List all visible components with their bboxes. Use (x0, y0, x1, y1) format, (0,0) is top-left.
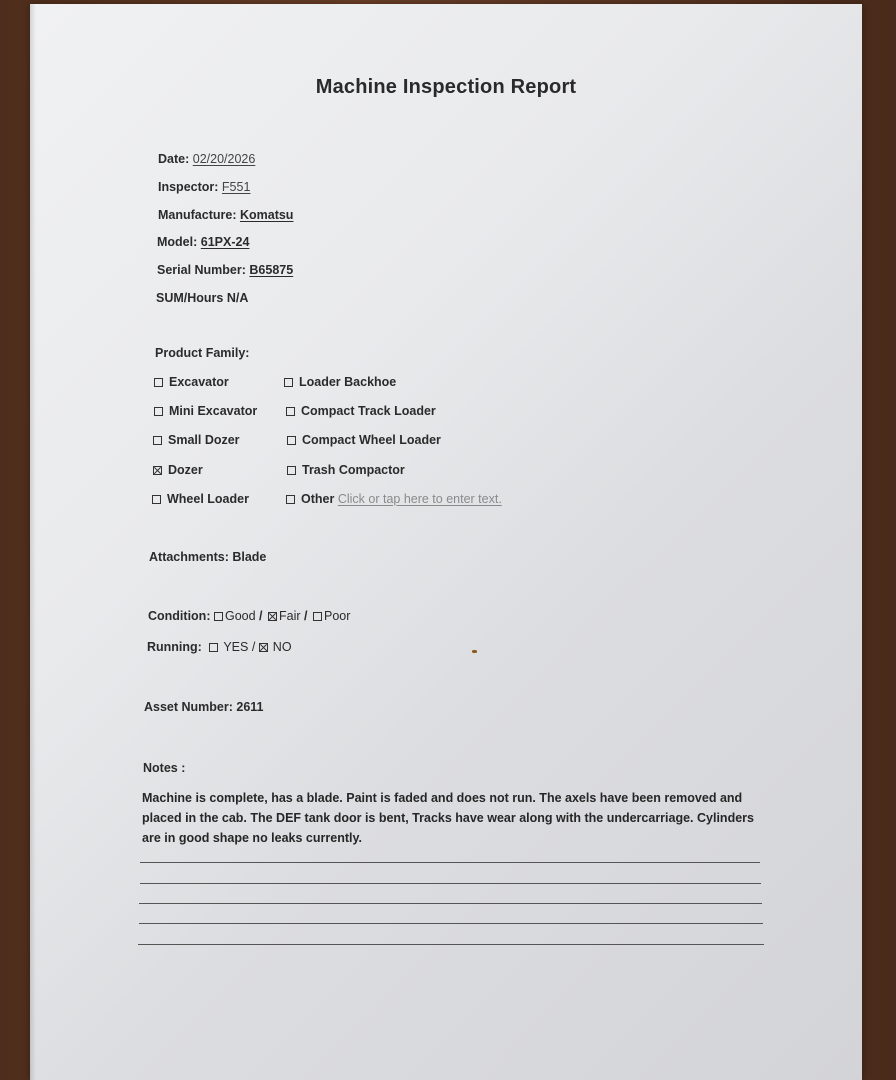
product-family-label: Product Family: (155, 346, 250, 360)
separator: / (304, 609, 308, 623)
checkbox-label: Other (301, 492, 335, 506)
condition-label: Condition: (148, 609, 211, 623)
checkbox-label: Loader Backhoe (299, 375, 397, 389)
running-yes-checkbox[interactable] (209, 643, 218, 652)
checkbox-label: Excavator (169, 375, 229, 389)
running-no-checkbox[interactable] (259, 643, 268, 652)
report-page (30, 4, 862, 1080)
model-field (157, 235, 249, 249)
checkbox-label: Dozer (168, 463, 203, 477)
condition-poor-checkbox[interactable] (313, 612, 322, 621)
inspector-value[interactable]: F551 (221, 180, 251, 194)
manufacture-value[interactable]: Komatsu (239, 208, 294, 222)
checked-box-icon (153, 466, 162, 475)
checkbox-icon (284, 378, 293, 387)
serial-field (157, 263, 293, 277)
notes-line (139, 903, 762, 904)
checkbox-label: Mini Excavator (169, 404, 258, 418)
checkbox-icon (154, 407, 163, 416)
checkbox-label: Small Dozer (168, 433, 240, 447)
notes-text[interactable]: Machine is complete, has a blade. Paint is faded and does not run. The axels have been removed and placed in the cab. The DEF tank door is bent, Tracks have wear along with the undercarriage. Cylinders are in good shape no leaks currently. (142, 791, 754, 845)
checkbox-label: Compact Track Loader (301, 404, 436, 418)
checkbox-trash-compactor[interactable] (287, 463, 405, 477)
checkbox-icon (286, 407, 295, 416)
manufacture-label: Manufacture: (158, 208, 237, 222)
serial-value[interactable]: B65875 (249, 263, 294, 277)
checkbox-icon (153, 436, 162, 445)
model-value[interactable]: 61PX-24 (200, 235, 250, 249)
checkbox-loader-backhoe[interactable] (284, 375, 396, 389)
condition-poor-label: Poor (324, 609, 351, 623)
model-label: Model: (157, 235, 198, 249)
checkbox-dozer[interactable] (153, 463, 203, 477)
notes-line (138, 944, 764, 945)
notes-line (140, 862, 760, 863)
manufacture-field (158, 208, 293, 222)
checkbox-icon (286, 495, 295, 504)
condition-good-label: Good (224, 609, 256, 623)
date-field (158, 152, 255, 166)
checkbox-icon (287, 436, 296, 445)
condition-field (148, 609, 350, 623)
date-label: Date: (158, 152, 190, 166)
condition-fair-checkbox[interactable] (268, 612, 277, 621)
checkbox-compact-wheel-loader[interactable] (287, 433, 441, 447)
attachments-field: Attachments: Blade (149, 550, 267, 564)
checkbox-compact-track-loader[interactable] (286, 404, 436, 418)
inspector-label: Inspector: (158, 180, 219, 194)
notes-label: Notes : (143, 761, 186, 775)
checkbox-mini-excavator[interactable] (154, 404, 257, 418)
checkbox-icon (154, 378, 163, 387)
checkbox-excavator[interactable] (154, 375, 229, 389)
notes-line (139, 923, 763, 924)
checkbox-icon (152, 495, 161, 504)
checkbox-label: Compact Wheel Loader (302, 433, 441, 447)
date-value[interactable]: 02/20/2026 (192, 152, 256, 166)
separator: / (251, 640, 256, 654)
notes-line (140, 883, 761, 884)
checkbox-label: Trash Compactor (302, 463, 405, 477)
running-field (147, 640, 292, 654)
other-text-input[interactable]: Click or tap here to enter text. (337, 492, 502, 506)
inspector-field (158, 180, 250, 194)
running-no-label: NO (272, 640, 292, 654)
checkbox-small-dozer[interactable] (153, 433, 240, 447)
serial-label: Serial Number: (157, 263, 246, 277)
checkbox-label: Wheel Loader (167, 492, 249, 506)
running-label: Running: (147, 640, 202, 654)
asset-number-field: Asset Number: 2611 (144, 700, 264, 714)
checkbox-icon (287, 466, 296, 475)
condition-good-checkbox[interactable] (214, 612, 223, 621)
stain-mark (472, 650, 477, 653)
running-yes-label: YES (223, 640, 249, 654)
condition-fair-label: Fair (279, 609, 301, 623)
separator: / (259, 609, 263, 623)
checkbox-other[interactable] (286, 492, 502, 506)
checkbox-wheel-loader[interactable] (152, 492, 249, 506)
sum-hours-field: SUM/Hours N/A (156, 291, 249, 305)
report-title: Machine Inspection Report (315, 76, 577, 98)
